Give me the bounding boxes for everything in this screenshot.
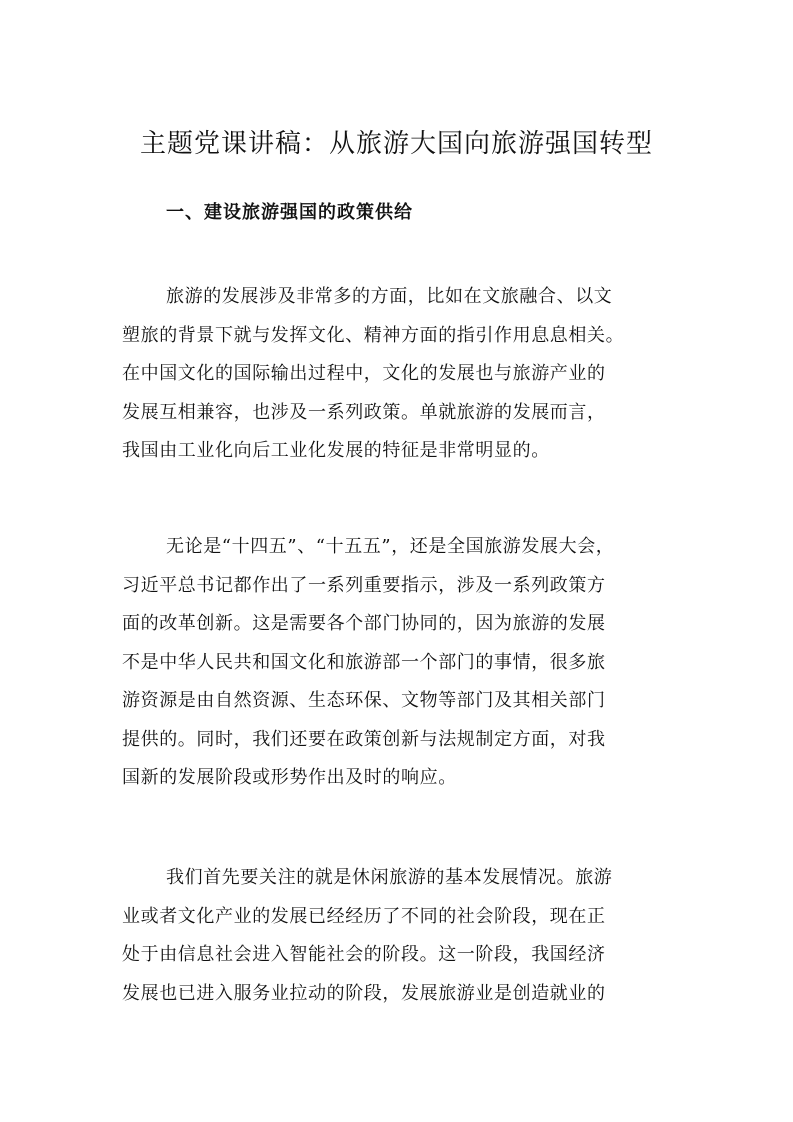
paragraph-line: 习近平总书记都作出了一系列重要指示，涉及一系列政策方 <box>122 574 606 596</box>
paragraph-2 <box>122 528 682 798</box>
paragraph-line: 发展互相兼容，也涉及一系列政策。单就旅游的发展而言， <box>122 401 606 423</box>
paragraph-line: 在中国文化的国际输出过程中，文化的发展也与旅游产业的 <box>122 363 606 384</box>
paragraph-line: 发展也已进入服务业拉动的阶段，发展旅游业是创造就业的 <box>122 982 606 1004</box>
paragraph-line: 无论是“十四五”、“十五五”，还是全国旅游发展大会， <box>166 536 615 557</box>
paragraph-line: 塑旅的背景下就与发挥文化、精神方面的指引作用息息相关。 <box>122 324 625 346</box>
paragraph-line: 业或者文化产业的发展已经经历了不同的社会阶段，现在正 <box>122 905 606 927</box>
document-title: 主题党课讲稿：从旅游大国向旅游强国转型 <box>139 129 653 159</box>
paragraph-line: 处于由信息社会进入智能社会的阶段。这一阶段，我国经济 <box>122 944 606 965</box>
section-heading: 一、建设旅游强国的政策供给 <box>166 202 413 223</box>
paragraph-line: 我国由工业化向后工业化发展的特征是非常明显的。 <box>122 440 550 461</box>
paragraph-line: 旅游的发展涉及非常多的方面，比如在文旅融合、以文 <box>166 286 613 307</box>
paragraph-line: 面的改革创新。这是需要各个部门协同的，因为旅游的发展 <box>122 613 606 634</box>
paragraph-3 <box>122 859 682 1013</box>
paragraph-line: 提供的。同时，我们还要在政策创新与法规制定方面，对我 <box>122 728 606 750</box>
paragraph-line: 我们首先要关注的就是休闲旅游的基本发展情况。旅游 <box>166 867 613 888</box>
paragraph-line: 不是中华人民共和国文化和旅游部一个部门的事情，很多旅 <box>122 651 606 673</box>
paragraph-1 <box>122 278 682 471</box>
paragraph-line: 国新的发展阶段或形势作出及时的响应。 <box>122 767 457 788</box>
paragraph-line: 游资源是由自然资源、生态环保、文物等部门及其相关部门 <box>122 690 606 711</box>
